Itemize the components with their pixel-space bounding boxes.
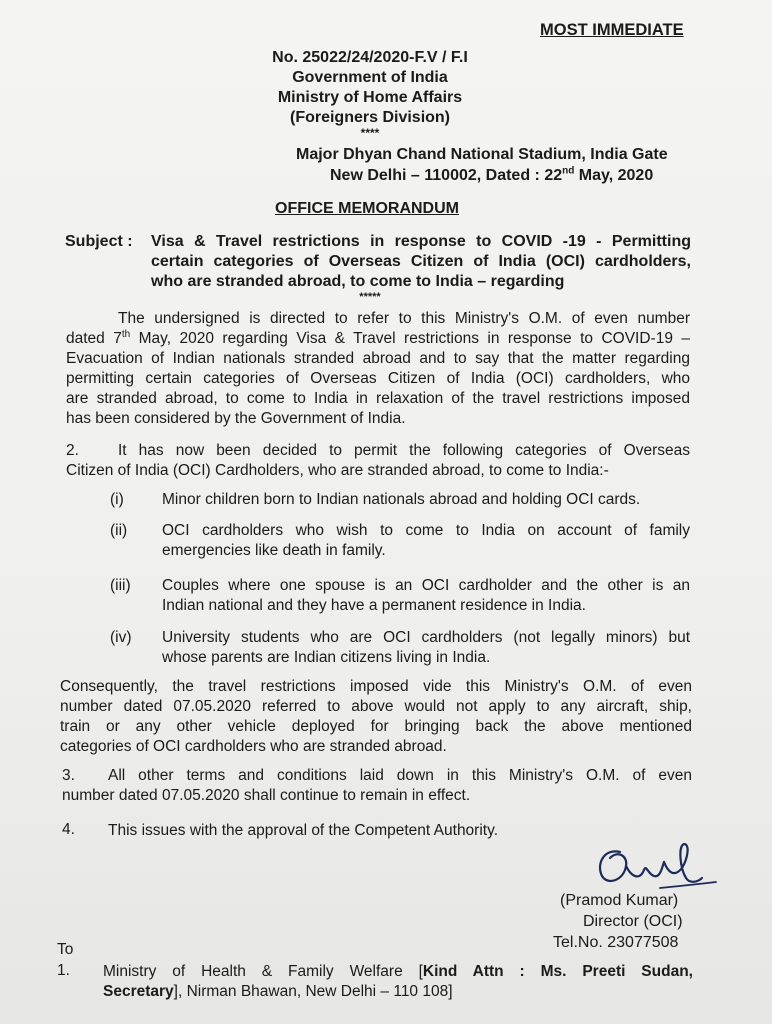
division-name: (Foreigners Division) xyxy=(289,109,451,126)
government-name: Government of India xyxy=(292,69,448,86)
office-address-line2: New Delhi – 110002, Dated : 22nd May, 2020 xyxy=(330,165,654,184)
paragraph-1: The undersigned is directed to refer to this Ministry's O.M. of even number dated 7th May, 2020 regarding Visa & Travel restrictions in response to COVID-19 – Evacuation of Indian nationals stranded abroad and to say that the matter regarding permitting certain categories of Overseas Citizen of India (OCI) cardholders, who are stranded abroad, to come to India in relaxation of the travel restrictions imposed has been considered by the Government of India. xyxy=(66,310,690,427)
file-number: No. 25022/24/2020-F.V / F.I xyxy=(272,49,468,66)
item-3-text: Couples where one spouse is an OCI cardholder and the other is an Indian national and they have a permanent residence in India. xyxy=(162,577,690,614)
item-1-text: Minor children born to Indian nationals abroad and holding OCI cards. xyxy=(162,491,641,508)
recipient-1-number: 1. xyxy=(57,962,70,979)
recipients-to-label: To xyxy=(57,941,74,958)
subject-separator-stars: ***** xyxy=(359,291,381,303)
memo-title: OFFICE MEMORANDUM xyxy=(275,200,459,217)
item-2-number: (ii) xyxy=(110,522,128,539)
subject-text: Visa & Travel restrictions in response to COVID -19 - Permitting certain categories of Overseas Citizen of India (OCI) cardholders, who are stranded abroad, to come to India – regarding xyxy=(151,233,691,290)
item-4-number: (iv) xyxy=(110,629,132,646)
paragraph-consequently: Consequently, the travel restrictions imposed vide this Ministry's O.M. of even number dated 07.05.2020 referred to above would not apply to any aircraft, ship, train or any other vehicle deployed for bringing back the above mentioned categories of OCI cardholders who are stranded abroad. xyxy=(60,678,692,755)
paragraph-4-number: 4. xyxy=(62,821,75,838)
item-1-number: (i) xyxy=(110,491,124,508)
header-separator-stars: **** xyxy=(360,126,380,140)
subject-label: Subject : xyxy=(65,233,133,250)
signatory-designation: Director (OCI) xyxy=(583,913,683,930)
paragraph-3-number: 3. xyxy=(62,767,75,784)
signatory-telephone: Tel.No. 23077508 xyxy=(553,934,679,951)
ministry-name: Ministry of Home Affairs xyxy=(277,89,463,106)
handwritten-signature xyxy=(590,838,720,896)
priority-label: MOST IMMEDIATE xyxy=(540,21,684,39)
signatory-name: (Pramod Kumar) xyxy=(560,892,679,909)
paragraph-4: This issues with the approval of the Competent Authority. xyxy=(108,822,498,839)
paragraph-2-number: 2. xyxy=(66,442,79,459)
item-2-text: OCI cardholders who wish to come to India on account of family emergencies like death in family. xyxy=(162,522,690,559)
paragraph-3: All other terms and conditions laid down in this Ministry's O.M. of even number dated 07.05.2020 shall continue to remain in effect. xyxy=(62,767,692,804)
item-3-number: (iii) xyxy=(110,577,131,594)
office-address-line1: Major Dhyan Chand National Stadium, India Gate xyxy=(296,146,668,163)
item-4-text: University students who are OCI cardholders (not legally minors) but whose parents are Indian citizens living in India. xyxy=(162,629,690,666)
paragraph-2: It has now been decided to permit the following categories of Overseas Citizen of India (OCI) Cardholders, who are stranded abroad, to come to India:- xyxy=(66,442,690,479)
recipient-1-text: Ministry of Health & Family Welfare [Kind Attn : Ms. Preeti Sudan, Secretary], Nirman Bhawan, New Delhi – 110 108] xyxy=(103,963,693,1000)
